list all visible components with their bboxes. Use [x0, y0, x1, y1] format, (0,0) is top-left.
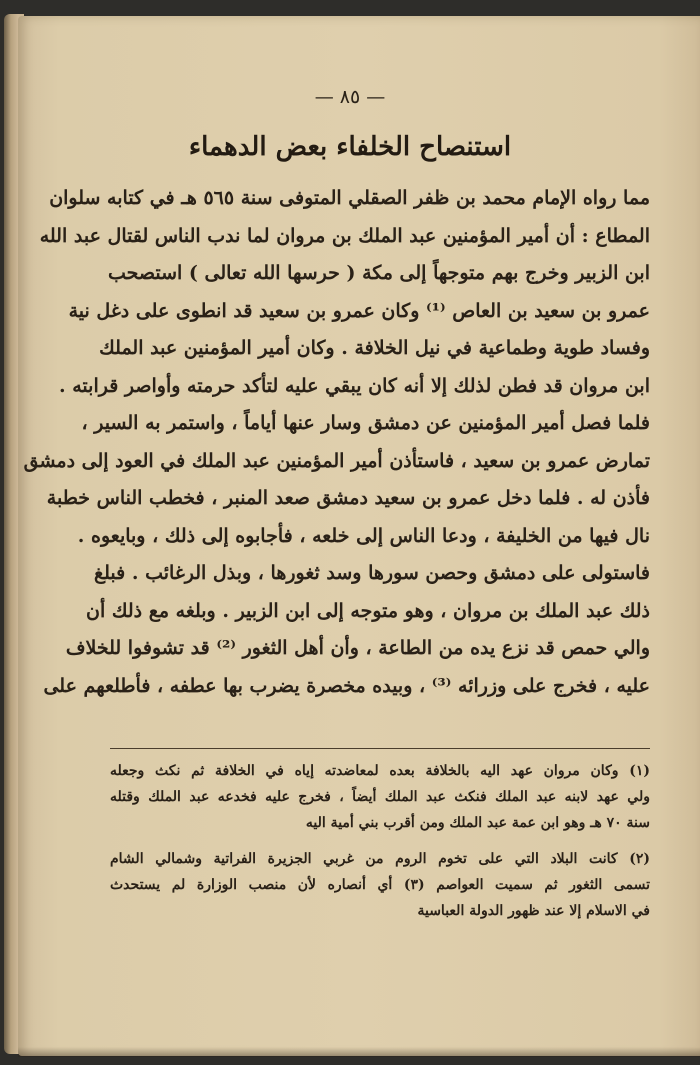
footnote-line: (١) وكان مروان عهد اليه بالخلافة بعده لمعاضدته إياه في الخلافة ثم نكث وجعله [110, 763, 650, 779]
footnote-1 [110, 758, 650, 836]
page-bottom-shadow [18, 1047, 700, 1057]
footnotes [110, 758, 650, 924]
footnote-line: تسمى الثغور ثم سميت العواصم (٣) أي أنصاره لأن منصب الوزارة لم يستحدث [110, 877, 651, 893]
body-line: نال فيها من الخليفة ، ودعا الناس إلى خلعه ، فأجابوه إلى ذلك ، وبايعوه . [77, 524, 650, 547]
body-line: فأذن له . فلما دخل عمرو بن سعيد دمشق صعد المنبر ، فخطب الناس خطبة [46, 487, 650, 509]
page-number: — ٨٥ — [314, 86, 386, 108]
body-line: والي حمص قد نزع يده من الطاعة ، وأن أهل الثغور ⁽²⁾ قد تشوفوا للخلاف [65, 637, 650, 659]
body-line: ذلك عبد الملك بن مروان ، وهو متوجه إلى ابن الزبير . وبلغه مع ذلك أن [86, 599, 650, 622]
body-line: تمارض عمرو بن سعيد ، فاستأذن أمير المؤمنين عبد الملك في العود إلى دمشق [23, 449, 650, 472]
footnote-line: ولي عهد لابنه عبد الملك فنكث عبد الملك أيضاً ، فخرج عليه فخدعه عبد الملك وقتله [110, 789, 650, 805]
body-line: عمرو بن سعيد بن العاص ⁽¹⁾ وكان عمرو بن سعيد قد انطوى على دغل نية [68, 299, 650, 322]
body-text [23, 180, 650, 705]
footnote-2 [110, 846, 650, 924]
footnote-line: سنة ٧٠ هـ وهو ابن عمة عبد الملك ومن أقرب بني أمية اليه [305, 815, 650, 831]
body-line: ابن مروان قد فطن لذلك إلا أنه كان يبقي عليه لتأكد حرمته وأواصر قرابته . [59, 374, 650, 397]
body-line: ابن الزبير وخرج بهم متوجهاً إلى مكة ( حرسها الله تعالى ) استصحب [107, 262, 650, 284]
body-line: مما رواه الإمام محمد بن ظفر الصقلي المتوفى سنة ٥٦٥ هـ في كتابه سلوان [49, 187, 650, 209]
body-line: عليه ، فخرج على وزرائه ⁽³⁾ ، وبيده مخصرة يضرب بها عطفه ، فأطلعهم على [43, 674, 650, 697]
footnote-line: (٢) كانت البلاد التي على تخوم الروم من غربي الجزيرة الفراتية وشمالي الشام [110, 851, 650, 867]
body-line: فلما فصل أمير المؤمنين عن دمشق وسار عنها أياماً ، واستمر به السير ، [81, 412, 650, 434]
chapter-heading: استنصاح الخلفاء بعض الدهماء [188, 132, 512, 162]
body-line: فاستولى على دمشق وحصن سورها وسد ثغورها ، وبذل الرغائب . فبلغ [94, 562, 650, 584]
body-line: وفساد طوية وطماعية في نيل الخلافة . وكان أمير المؤمنين عبد الملك [99, 337, 650, 359]
footnote-line: في الاسلام إلا عند ظهور الدولة العباسية [417, 903, 650, 919]
footnote-separator [110, 748, 650, 749]
body-line: المطاع : أن أمير المؤمنين عبد الملك بن مروان لما ندب الناس لقتال عبد الله [39, 224, 650, 247]
